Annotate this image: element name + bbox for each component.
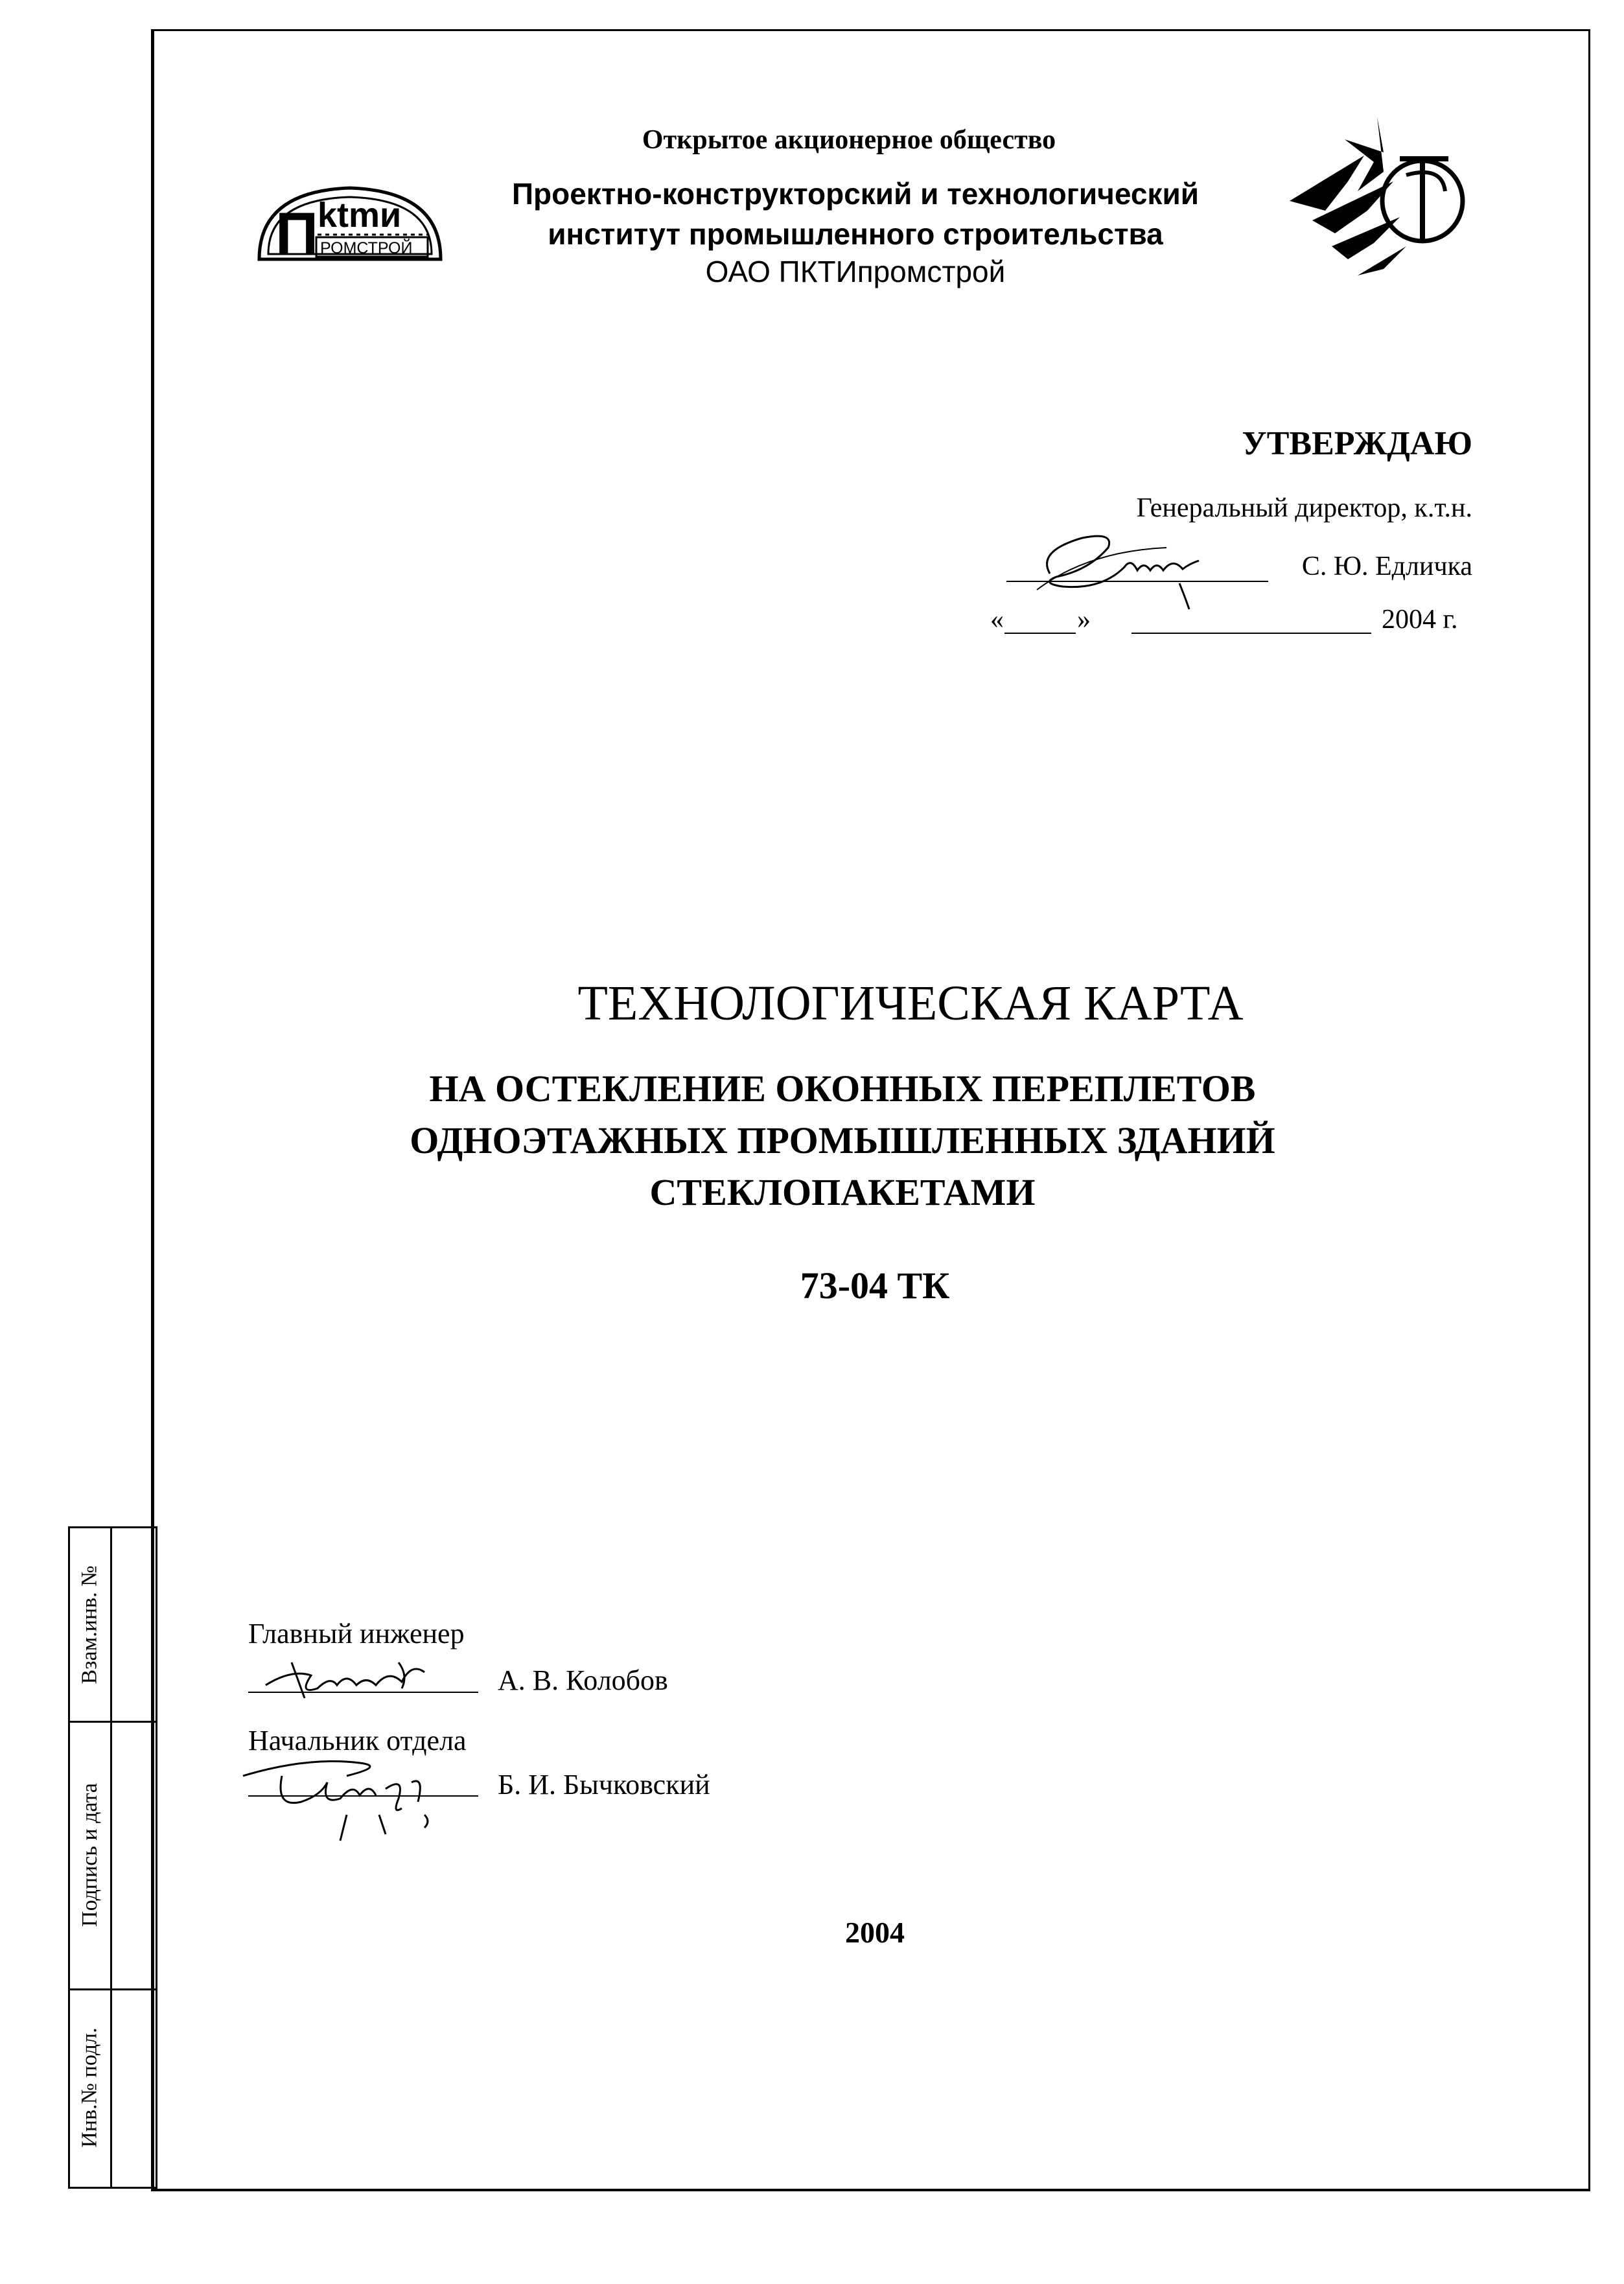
approval-title: УТВЕРЖДАЮ [1242, 425, 1472, 462]
date-open-quote: « [990, 605, 1004, 635]
side-stamp-label-replacement: Взам.инв. № [78, 1565, 102, 1684]
chief-engineer-name: А. В. Колобов [498, 1664, 668, 1696]
side-stamp-label-signature-date: Подпись и дата [78, 1782, 102, 1927]
org-name-line1: Проектно-конструкторский и технологический [511, 177, 1200, 211]
side-stamp-column-divider [110, 1528, 112, 2187]
director-signature [1011, 512, 1257, 616]
pkti-logo [246, 181, 454, 269]
date-month-line [1131, 633, 1371, 634]
logo-letters-bottom: РОМСТРОЙ [320, 239, 413, 257]
logo-letter-p: П [275, 201, 319, 267]
department-head-signature [230, 1737, 463, 1847]
org-type: Открытое акционерное общество [642, 125, 1056, 155]
department-head-role: Начальник отдела [248, 1725, 467, 1756]
org-name-line2: институт промышленного строительства [548, 217, 1163, 251]
side-stamp-label-inventory: Инв.№ подл. [78, 2027, 102, 2148]
subtitle-line3: СТЕКЛОПАКЕТАМИ [649, 1171, 1036, 1213]
org-name [467, 174, 1244, 254]
logo-letters-top: ktmи [318, 196, 402, 235]
side-stamp-table [68, 1526, 157, 2189]
document-subtitle [292, 1063, 1393, 1218]
approval-role: Генеральный директор, к.т.н. [1136, 493, 1472, 523]
document-year: 2004 [845, 1916, 905, 1949]
date-day-line [1004, 633, 1076, 634]
document-title: ТЕХНОЛОГИЧЕСКАЯ КАРТА [577, 976, 1244, 1031]
document-code: 73-04 ТК [800, 1264, 950, 1307]
approval-year: 2004 г. [1382, 605, 1458, 635]
chief-engineer-role: Главный инженер [248, 1618, 465, 1649]
chief-engineer-signature [253, 1649, 460, 1708]
star-emblem-logo [1286, 113, 1481, 288]
approval-name: С. Ю. Едличка [1301, 552, 1472, 581]
org-abbreviation: ОАО ПКТИпромстрой [705, 255, 1006, 288]
date-close-quote: » [1077, 605, 1091, 635]
approval-date-row [990, 604, 1472, 643]
subtitle-line1: НА ОСТЕКЛЕНИЕ ОКОННЫХ ПЕРЕПЛЕТОВ [429, 1067, 1256, 1110]
department-head-name: Б. И. Бычковский [498, 1769, 710, 1800]
subtitle-line2: ОДНОЭТАЖНЫХ ПРОМЫШЛЕННЫХ ЗДАНИЙ [410, 1119, 1275, 1161]
